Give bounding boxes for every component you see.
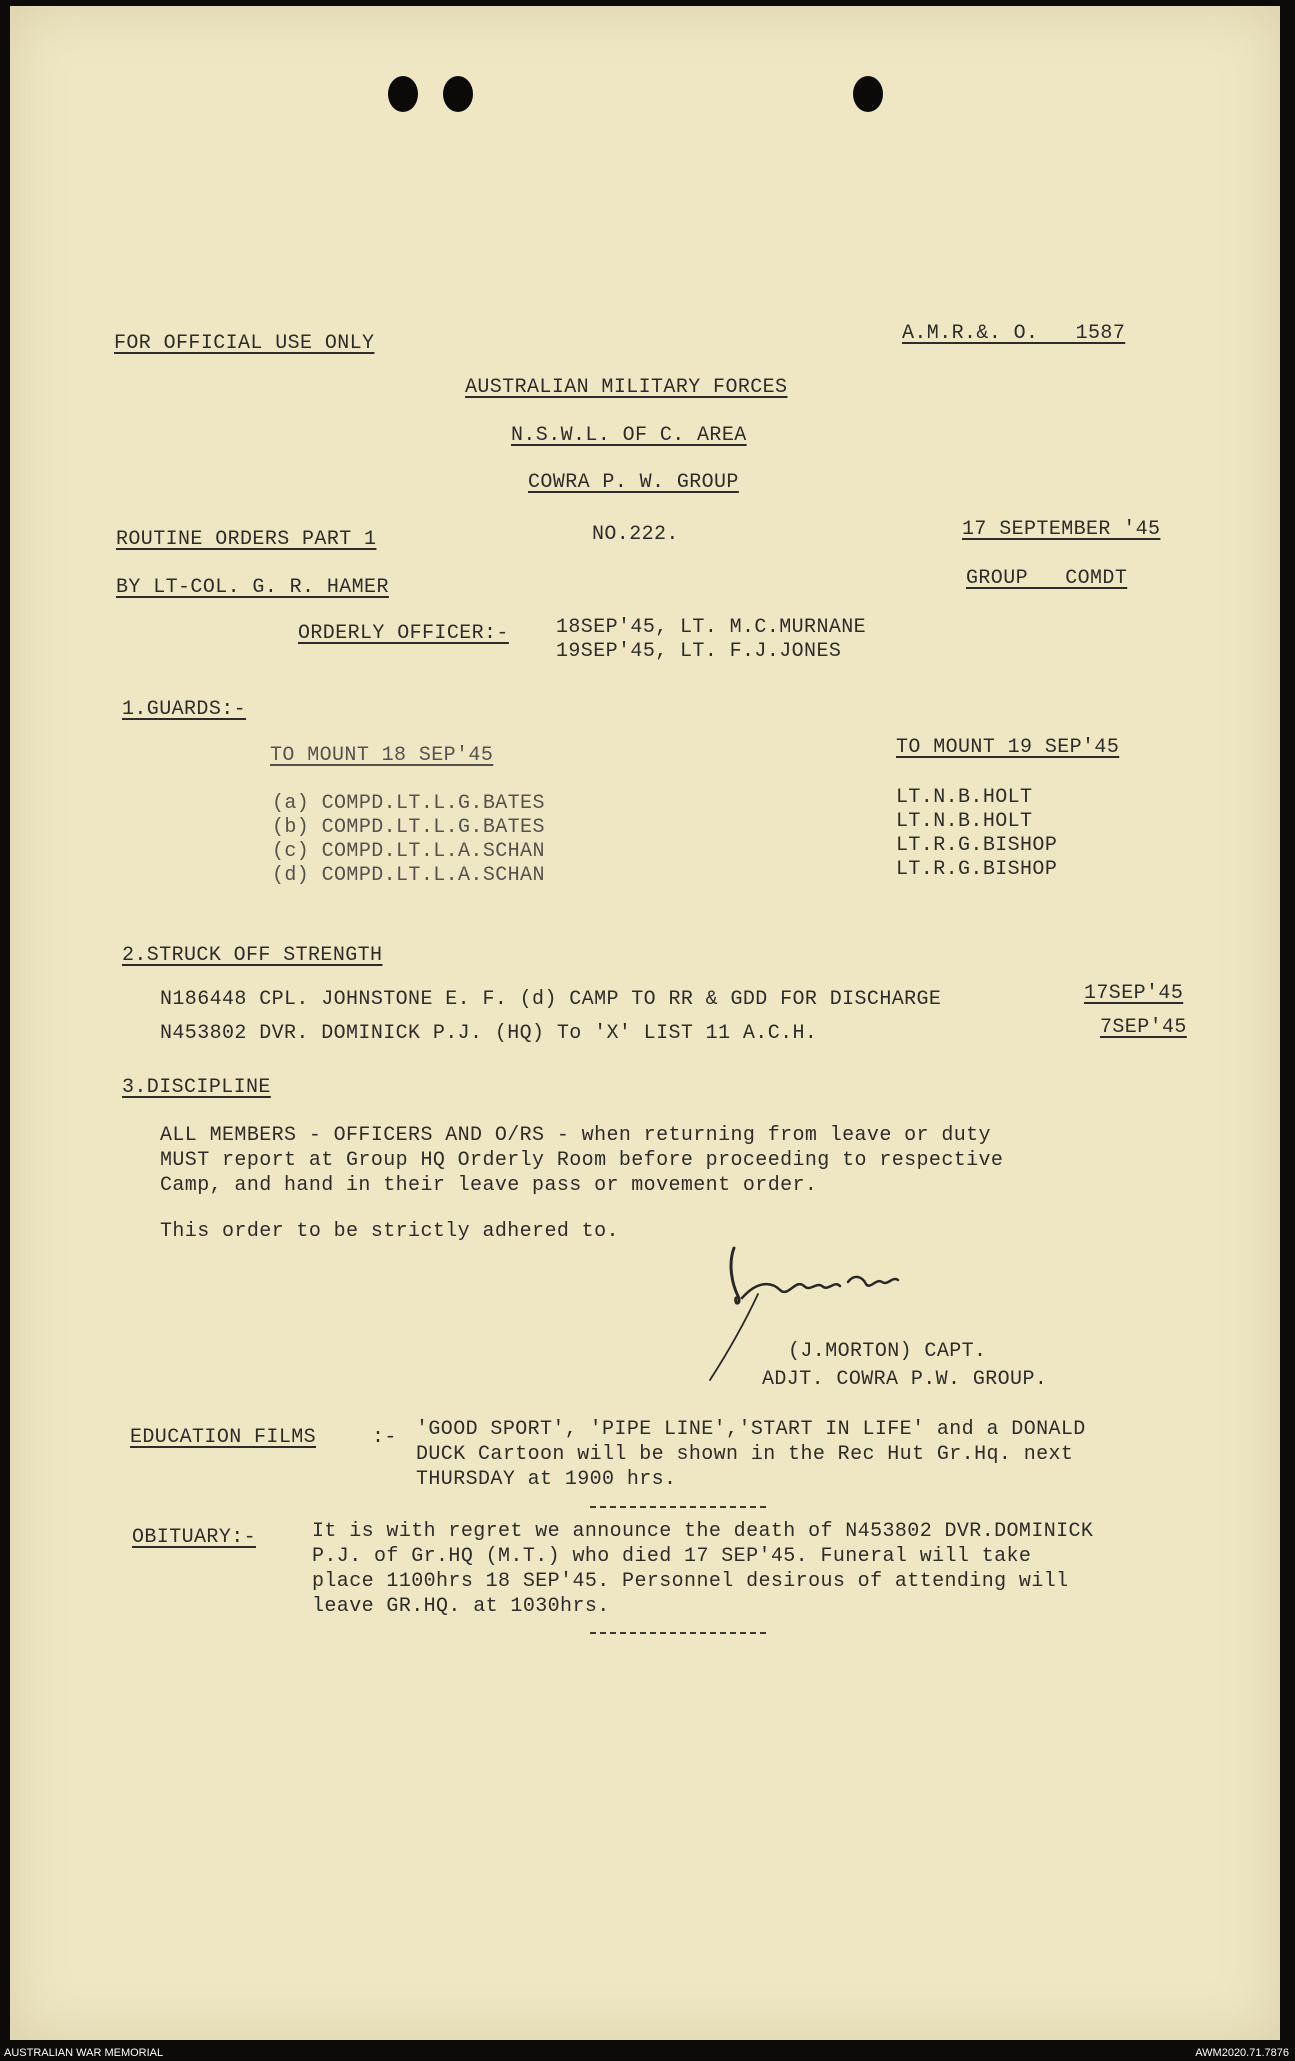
footer-accession: AWM2020.71.7876 [1195, 2047, 1289, 2059]
guards-col2-heading: TO MOUNT 19 SEP'45 [896, 736, 1120, 759]
education-sep: :- [372, 1426, 397, 1449]
org-title: AUSTRALIAN MILITARY FORCES [465, 376, 788, 399]
area-title: N.S.W.L. OF C. AREA [511, 424, 747, 447]
struck-off-heading: 2.STRUCK OFF STRENGTH [122, 944, 383, 967]
guard-row-left: (b) COMPD.LT.L.G.BATES [272, 816, 545, 839]
separator-rule [590, 1506, 766, 1508]
document-page [10, 6, 1280, 2040]
guard-row-left: (d) COMPD.LT.L.A.SCHAN [272, 864, 545, 887]
reference-number: A.M.R.&. O. 1587 [902, 322, 1126, 345]
footer-source: AUSTRALIAN WAR MEMORIAL [4, 2047, 164, 2059]
obituary-line: leave GR.HQ. at 1030hrs. [312, 1595, 610, 1618]
signatory-name: (J.MORTON) CAPT. [788, 1340, 987, 1363]
discipline-line: MUST report at Group HQ Orderly Room before proceeding to respective [160, 1149, 1004, 1172]
struck-off-entry: N186448 CPL. JOHNSTONE E. F. (d) CAMP TO RR & GDD FOR DISCHARGE [160, 988, 942, 1011]
punch-hole [853, 76, 883, 112]
obituary-line: It is with regret we announce the death of N453802 DVR.DOMINICK [312, 1520, 1094, 1543]
discipline-heading: 3.DISCIPLINE [122, 1076, 271, 1099]
discipline-closing: This order to be strictly adhered to. [160, 1220, 619, 1243]
guard-row-left: (c) COMPD.LT.L.A.SCHAN [272, 840, 545, 863]
orders-title: ROUTINE ORDERS PART 1 [116, 528, 377, 551]
punch-hole [388, 76, 418, 112]
struck-off-date: 17SEP'45 [1084, 982, 1184, 1005]
struck-off-date: 7SEP'45 [1100, 1016, 1187, 1039]
guard-row-left: (a) COMPD.LT.L.G.BATES [272, 792, 545, 815]
guards-col1-heading: TO MOUNT 18 SEP'45 [270, 744, 494, 767]
education-label: EDUCATION FILMS [130, 1426, 317, 1449]
orders-date: 17 SEPTEMBER '45 [962, 518, 1161, 541]
guard-row-right: LT.R.G.BISHOP [896, 834, 1058, 857]
classification-label: FOR OFFICIAL USE ONLY [114, 332, 375, 355]
guard-row-right: LT.N.B.HOLT [896, 786, 1033, 809]
discipline-line: ALL MEMBERS - OFFICERS AND O/RS - when returning from leave or duty [160, 1124, 991, 1147]
orders-by: BY LT-COL. G. R. HAMER [116, 576, 389, 599]
education-line: DUCK Cartoon will be shown in the Rec Hut Gr.Hq. next [416, 1443, 1074, 1466]
struck-off-entry: N453802 DVR. DOMINICK P.J. (HQ) To 'X' LIST 11 A.C.H. [160, 1022, 818, 1045]
group-title: COWRA P. W. GROUP [528, 471, 739, 494]
orders-by-role: GROUP COMDT [966, 567, 1128, 590]
guards-heading: 1.GUARDS:- [122, 698, 247, 721]
orders-number: NO.222. [592, 523, 679, 546]
signatory-title: ADJT. COWRA P.W. GROUP. [762, 1368, 1048, 1391]
separator-rule [590, 1632, 766, 1634]
education-line: THURSDAY at 1900 hrs. [416, 1468, 677, 1491]
punch-hole [443, 76, 473, 112]
obituary-line: place 1100hrs 18 SEP'45. Personnel desirous of attending will [312, 1570, 1069, 1593]
guard-row-right: LT.R.G.BISHOP [896, 858, 1058, 881]
obituary-line: P.J. of Gr.HQ (M.T.) who died 17 SEP'45. Funeral will take [312, 1545, 1032, 1568]
orderly-officer-entry: 19SEP'45, LT. F.J.JONES [556, 640, 842, 663]
guard-row-right: LT.N.B.HOLT [896, 810, 1033, 833]
education-line: 'GOOD SPORT', 'PIPE LINE','START IN LIFE' and a DONALD [416, 1418, 1086, 1441]
obituary-label: OBITUARY:- [132, 1526, 257, 1549]
orderly-officer-label: ORDERLY OFFICER:- [298, 622, 509, 645]
orderly-officer-entry: 18SEP'45, LT. M.C.MURNANE [556, 616, 867, 639]
discipline-line: Camp, and hand in their leave pass or movement order. [160, 1174, 818, 1197]
